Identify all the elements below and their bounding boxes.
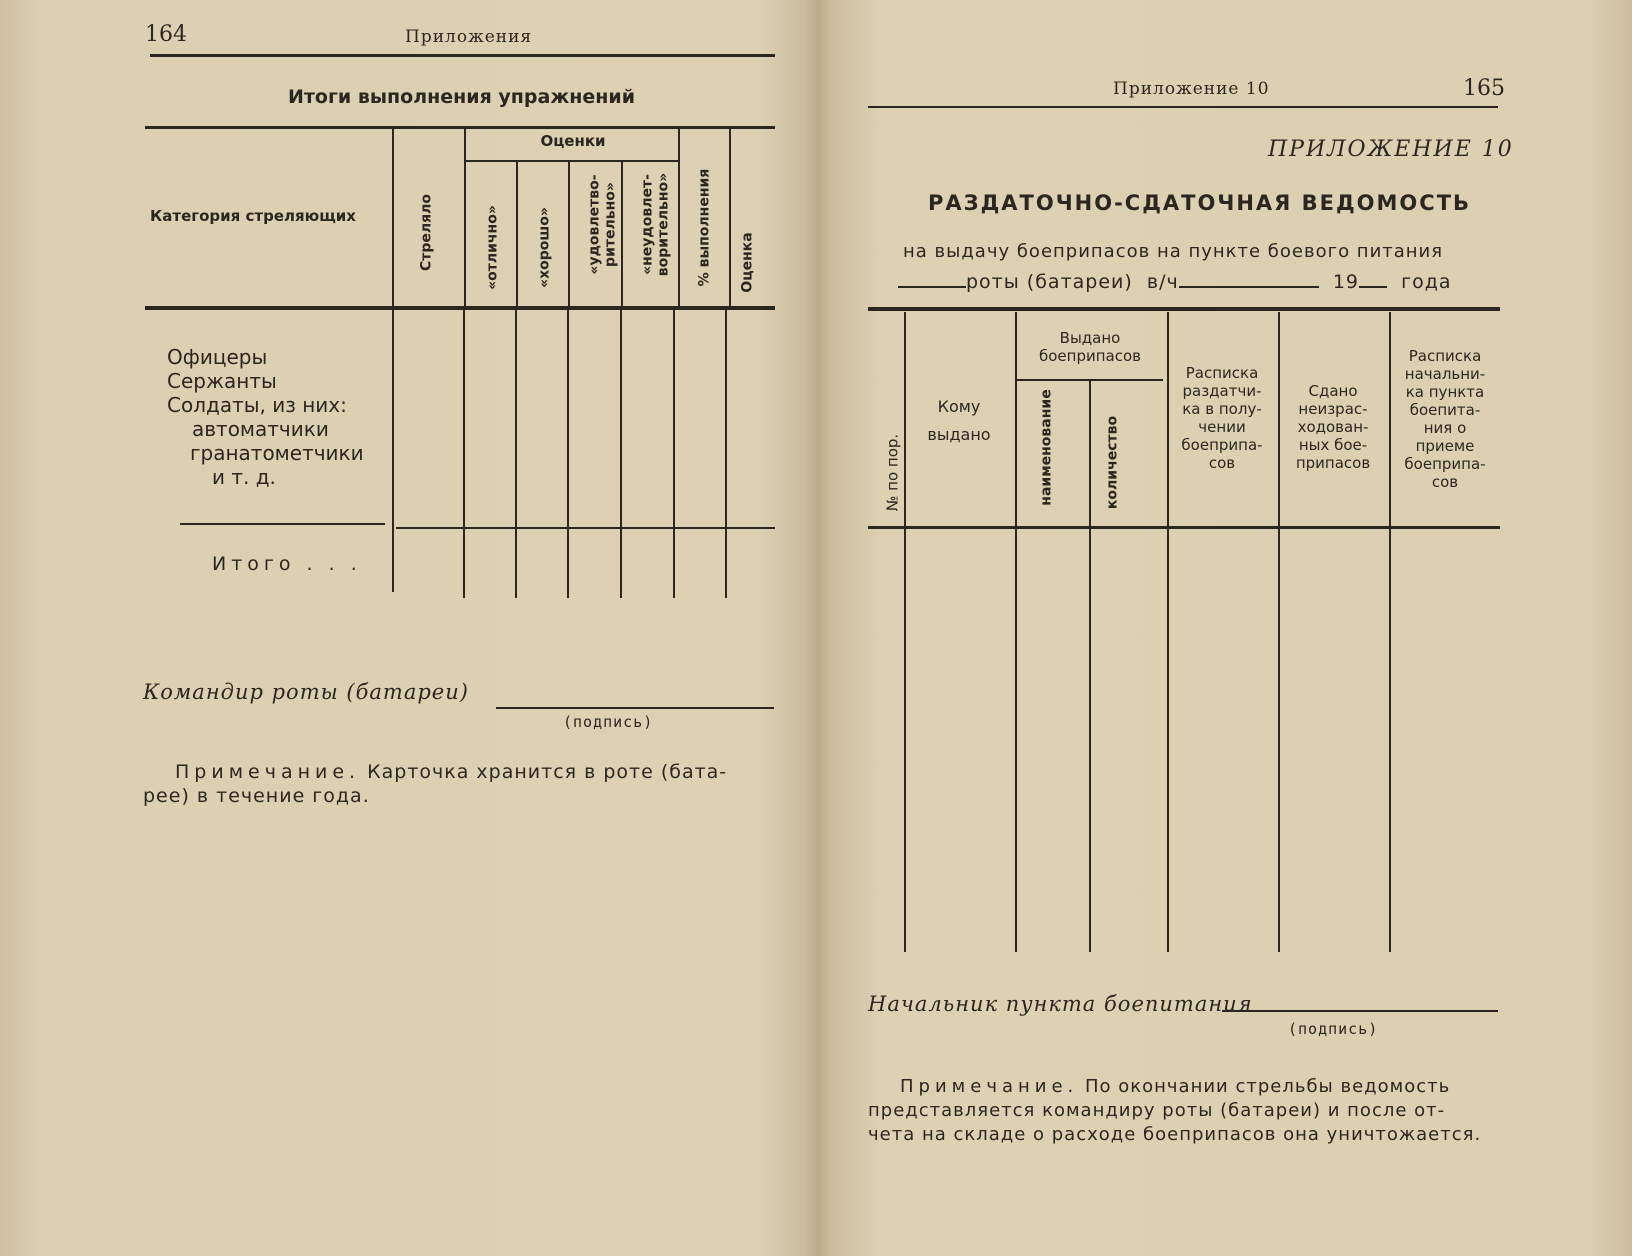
col-receipt-chief-header [1391, 347, 1499, 491]
header-line: неизрас- [1298, 400, 1368, 418]
header-line: чении [1198, 418, 1246, 436]
col-unsatisfactory-line2: ворительно» [655, 172, 672, 277]
page-number: 164 [145, 22, 187, 47]
note-line [143, 760, 783, 784]
unit-label: в/ч [1146, 271, 1179, 293]
col-name-header: наименование [1038, 389, 1055, 506]
col-divider [392, 128, 394, 306]
running-head: Приложение 10 [1113, 79, 1270, 99]
form-subtitle: на выдачу боеприпасов на пункте боевого питания [903, 241, 1444, 262]
col-divider [1015, 312, 1017, 952]
col-divider [620, 310, 622, 598]
col-number-header: № по пор. [883, 433, 902, 512]
right-page [818, 0, 1632, 1256]
form-title: РАЗДАТОЧНО-СДАТОЧНАЯ ВЕДОМОСТЬ [928, 191, 1472, 215]
col-issued-group-header [1017, 329, 1163, 365]
subtotal-rule [180, 523, 385, 525]
header-line: ных бое- [1298, 436, 1368, 454]
col-percent-header: % выполнения [696, 168, 713, 287]
row-label: Сержанты [167, 369, 277, 393]
header-line: боеприпа- [1404, 455, 1486, 473]
header-line: начальни- [1404, 365, 1486, 383]
row-label: Офицеры [167, 345, 268, 369]
col-excellent-header: «отлично» [484, 205, 501, 290]
header-bottom-rule [145, 306, 775, 310]
header-line: боеприпа- [1181, 436, 1263, 454]
note-text: По окончании стрельбы ведомость [1078, 1076, 1451, 1097]
col-divider [678, 128, 680, 306]
subtotal-rule [396, 527, 775, 529]
signature-line [496, 707, 774, 709]
col-divider [729, 128, 731, 306]
col-divider [516, 162, 518, 306]
company-label: роты (батареи) [966, 271, 1133, 293]
note-line: представляется командиру роты (батареи) и после от- [868, 1100, 1446, 1121]
col-returned-header [1280, 382, 1386, 472]
header-line: Расписка [1185, 364, 1259, 382]
header-line: боепита- [1409, 401, 1481, 419]
col-to-whom-header [906, 393, 1012, 449]
form-details-line [898, 268, 1451, 294]
row-label: Солдаты, из них: [167, 393, 347, 417]
col-satisfactory-line2: рительно» [602, 182, 619, 267]
note [143, 760, 783, 808]
header-line: ка пункта [1405, 383, 1485, 401]
page-number: 165 [1463, 76, 1505, 101]
table-top-rule [145, 126, 775, 129]
col-divider [725, 310, 727, 598]
col-divider [1089, 381, 1091, 952]
col-to-whom-line: выдано [927, 425, 991, 444]
col-quantity-header: количество [1104, 415, 1121, 510]
company-blank[interactable] [898, 268, 966, 288]
col-to-whom-line: Кому [937, 397, 981, 416]
note-word: Примечание. [900, 1076, 1079, 1097]
header-rule [868, 106, 1498, 108]
col-issued-line: боеприпасов [1039, 347, 1141, 365]
header-line: ка в полу- [1182, 400, 1262, 418]
col-satisfactory-line1: «удовлетво- [586, 174, 603, 275]
col-satisfactory-header [570, 162, 622, 304]
note-text: Карточка хранится в роте (бата- [360, 761, 728, 783]
header-line: Расписка [1408, 347, 1482, 365]
total-label: Итого . . . [212, 553, 362, 575]
header-line: сов [1431, 473, 1459, 491]
signature-caption: (подпись) [1288, 1020, 1379, 1038]
header-line: ходован- [1297, 418, 1369, 436]
year-suffix: года [1401, 271, 1452, 293]
row-label: гранатометчики [190, 441, 364, 465]
col-receipt-distributor-header [1169, 364, 1275, 472]
col-unsatisfactory-header [623, 162, 675, 304]
note-line [868, 1075, 1508, 1099]
col-grade-header: Оценка [739, 232, 756, 293]
appendix-label: ПРИЛОЖЕНИЕ 10 [1268, 137, 1514, 162]
header-line: ния о [1423, 419, 1467, 437]
header-line: сов [1208, 454, 1236, 472]
table-top-rule [868, 307, 1500, 311]
signature-caption: (подпись) [563, 713, 654, 731]
header-line: приеме [1415, 437, 1475, 455]
year-prefix: 19 [1332, 271, 1359, 293]
signature-line [1222, 1010, 1498, 1012]
col-divider [673, 310, 675, 598]
row-label: автоматчики [192, 417, 329, 441]
col-grades-group-header: Оценки [540, 132, 606, 150]
note-word: Примечание. [175, 761, 361, 783]
note-line: чета на складе о расходе боеприпасов она уничтожается. [868, 1124, 1482, 1145]
note-line: рее) в течение года. [143, 785, 370, 807]
signature-label: Начальник пункта боепитания [868, 992, 1253, 1016]
note [868, 1075, 1508, 1147]
col-divider [567, 310, 569, 598]
col-fired-header: Стреляло [418, 193, 435, 272]
col-divider [515, 310, 517, 598]
col-divider [464, 128, 466, 306]
header-line: Сдано [1308, 382, 1358, 400]
col-issued-line: Выдано [1059, 329, 1121, 347]
header-rule [150, 54, 775, 57]
col-category-header: Категория стреляющих [150, 207, 356, 225]
col-divider [392, 310, 394, 592]
table-title: Итоги выполнения упражнений [288, 86, 636, 108]
row-label: и т. д. [212, 465, 276, 489]
running-head: Приложения [405, 27, 533, 47]
unit-blank[interactable] [1179, 268, 1319, 288]
col-unsatisfactory-line1: «неудовлет- [639, 174, 656, 275]
signature-label: Командир роты (батареи) [143, 680, 469, 704]
col-good-header: «хорошо» [536, 207, 553, 288]
header-line: раздатчи- [1182, 382, 1262, 400]
col-divider [463, 310, 465, 598]
header-bottom-rule [868, 526, 1500, 529]
year-blank[interactable] [1359, 268, 1387, 288]
header-line: припасов [1295, 454, 1371, 472]
